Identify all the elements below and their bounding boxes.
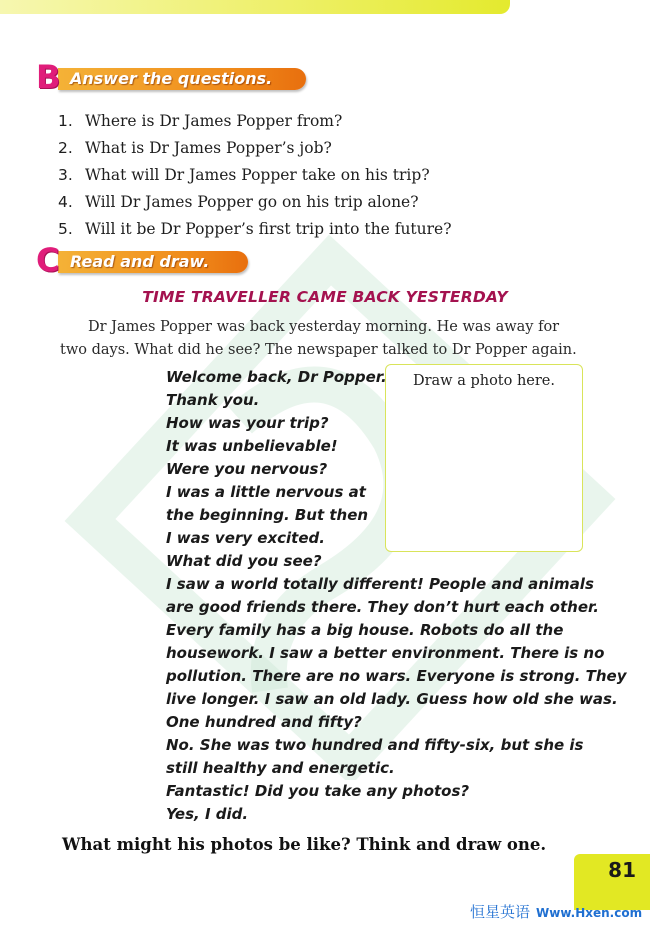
draw-photo-box[interactable] [385, 364, 583, 552]
question-text: Will Dr James Popper go on his trip alone? [84, 193, 419, 211]
dialogue-line: It was unbelievable! [166, 437, 338, 455]
dialogue-line: I was a little nervous at [166, 483, 366, 501]
dialogue-line: Welcome back, Dr Popper. [166, 368, 387, 386]
dialogue-line: are good friends there. They don’t hurt each other. [166, 598, 599, 616]
section-c-title: Read and draw. [70, 252, 210, 271]
dialogue-line: still healthy and energetic. [166, 759, 395, 777]
dialogue-line: How was your trip? [166, 414, 329, 432]
dialogue-line: Thank you. [166, 391, 260, 409]
draw-box-label: Draw a photo here. [412, 373, 556, 389]
top-color-band [0, 0, 510, 14]
dialogue-line: What did you see? [166, 552, 322, 570]
section-b-header [36, 58, 306, 96]
section-b-letter: B [36, 58, 61, 96]
dialogue-line: the beginning. But then [166, 506, 369, 524]
section-c-letter: C [36, 241, 60, 279]
dialogue-line: Fantastic! Did you take any photos? [166, 782, 470, 800]
dialogue-line: Every family has a big house. Robots do all the [166, 621, 564, 639]
question-text: Where is Dr James Popper from? [84, 112, 343, 130]
brand-name: 恒星英语 [470, 903, 531, 921]
dialogue-line: One hundred and fifty? [166, 713, 362, 731]
dialogue-line: pollution. There are no wars. Everyone is strong. They [166, 667, 627, 685]
question-item [58, 108, 452, 135]
question-number: 4. [58, 193, 73, 211]
dialogue-line: live longer. I saw an old lady. Guess how old she was. [166, 690, 618, 708]
closing-question: What might his photos be like? Think and draw one. [62, 835, 547, 854]
question-number: 2. [58, 139, 73, 157]
dialogue-line: Yes, I did. [166, 805, 249, 823]
question-item [58, 162, 452, 189]
dialogue-line: I was very excited. [166, 529, 325, 547]
page-number: 81 [608, 858, 636, 882]
dialogue-line: I saw a world totally different! People and animals [166, 575, 594, 593]
question-text: Will it be Dr Popper’s first trip into the future? [84, 220, 452, 238]
question-number: 3. [58, 166, 73, 184]
article-intro: Dr James Popper was back yesterday morning. He was away for two days. What did he see? The newspaper talked to Dr Popper again. [60, 319, 577, 358]
section-c-header [36, 241, 256, 279]
question-text: What is Dr James Popper’s job? [84, 139, 332, 157]
dialogue-line: Were you nervous? [166, 460, 328, 478]
question-item [58, 189, 452, 216]
question-text: What will Dr James Popper take on his trip? [84, 166, 430, 184]
question-number: 1. [58, 112, 73, 130]
question-item [58, 216, 452, 243]
question-item [58, 135, 452, 162]
question-list [58, 108, 452, 243]
question-number: 5. [58, 220, 73, 238]
section-b-title: Answer the questions. [70, 69, 273, 88]
article-title: TIME TRAVELLER CAME BACK YESTERDAY [142, 288, 508, 306]
footer-brand [470, 901, 642, 922]
dialogue-line: housework. I saw a better environment. There is no [166, 644, 605, 662]
brand-url: Www.Hxen.com [536, 906, 643, 920]
dialogue-line: No. She was two hundred and fifty-six, but she is [166, 736, 584, 754]
